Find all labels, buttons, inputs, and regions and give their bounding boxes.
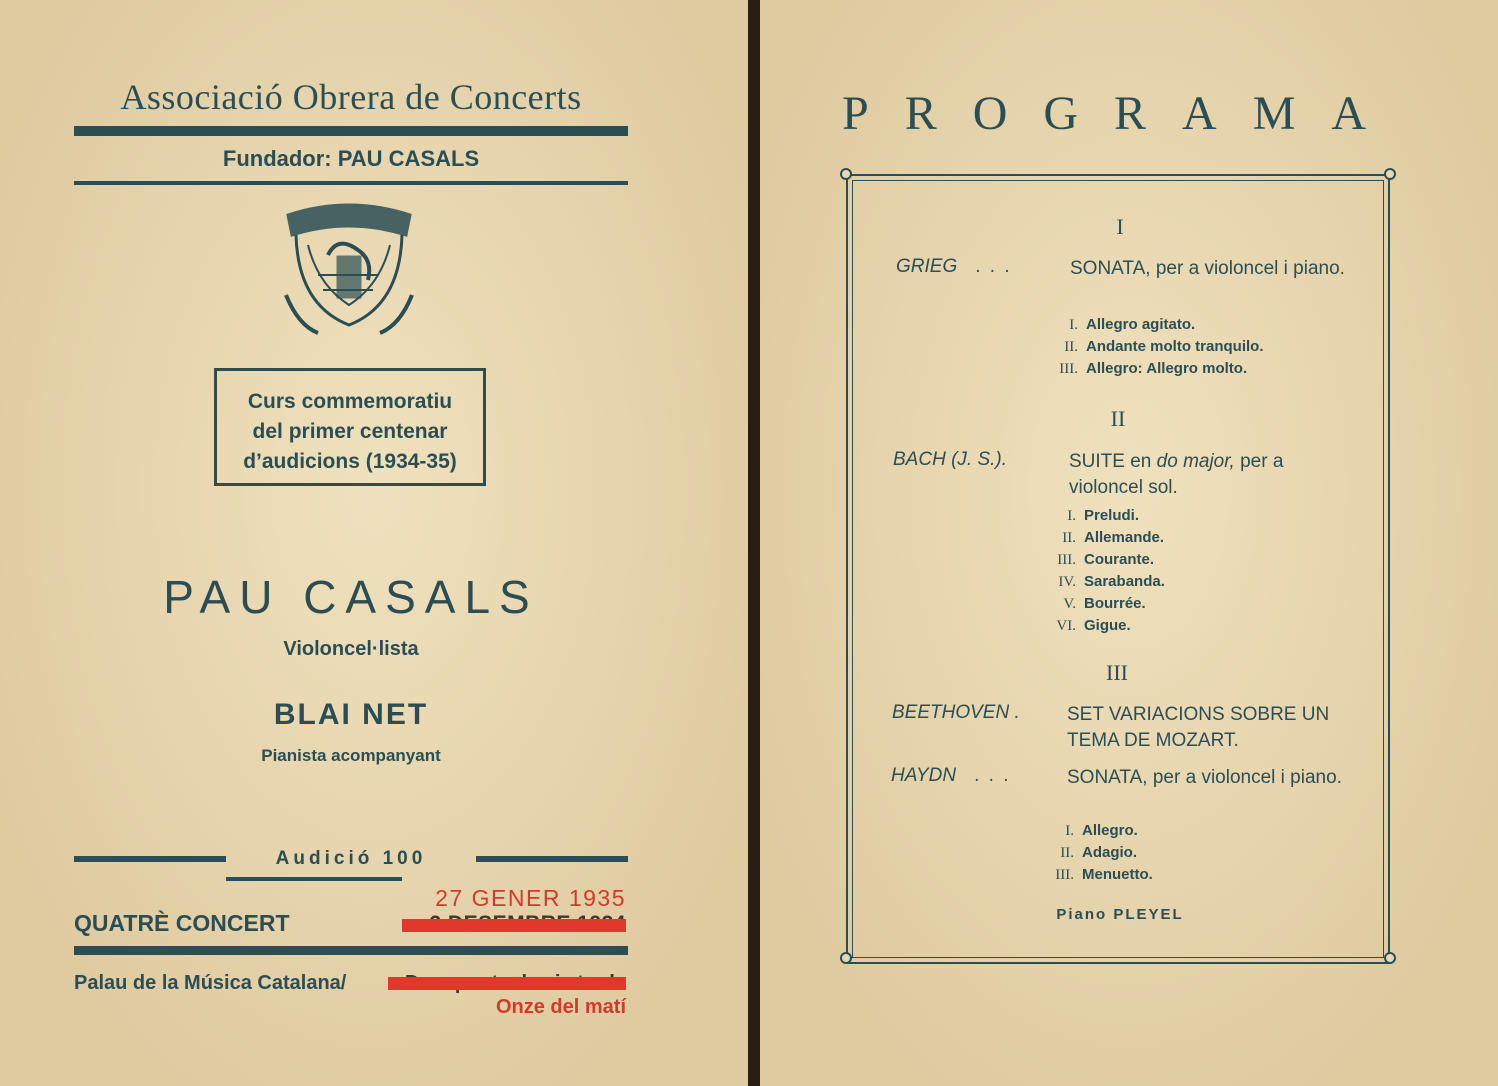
work-title: SONATA, per a violoncel i piano.	[1070, 258, 1345, 279]
piano-note: Piano PLEYEL	[1056, 906, 1184, 923]
concert-number: QUATRÈ CONCERT	[74, 910, 290, 936]
movement-name: Allegro: Allegro molto.	[1086, 360, 1248, 377]
section-numeral: III	[1106, 660, 1128, 685]
movement-list	[1048, 314, 1264, 380]
section-numeral: I	[1116, 214, 1124, 239]
list-item	[1048, 314, 1264, 336]
performer-name: PAU CASALS	[163, 571, 539, 623]
frame-corner-ornament-icon	[840, 952, 852, 964]
performer-role: Violoncel·lista	[283, 638, 419, 660]
list-item	[1046, 549, 1165, 571]
work-title-part: SUITE en	[1069, 451, 1157, 472]
composer-name	[891, 765, 1011, 787]
movement-name: Adagio.	[1082, 844, 1137, 861]
work-title: SONATA, per a violoncel i piano.	[1067, 767, 1342, 788]
venue-rule	[74, 946, 628, 955]
concert-association-emblem-icon	[278, 195, 420, 337]
movement-number: I.	[1069, 317, 1078, 333]
movement-name: Courante.	[1084, 551, 1155, 568]
list-item	[1048, 358, 1264, 380]
movement-name: Bourrée.	[1084, 595, 1146, 612]
audition-rule-right	[476, 856, 628, 862]
movement-name: Sarabanda.	[1084, 573, 1165, 590]
movement-number: I.	[1067, 508, 1076, 524]
movement-name: Menuetto.	[1082, 866, 1153, 883]
audition-number: Audició 100	[275, 848, 427, 869]
movement-number: II.	[1064, 339, 1078, 355]
frame-corner-ornament-icon	[1384, 952, 1396, 964]
audition-rule-left	[74, 856, 226, 862]
movement-name: Allemande.	[1084, 529, 1165, 546]
movement-name: Andante molto tranquilo.	[1086, 338, 1264, 355]
program-title: PROGRAMA	[842, 87, 1403, 140]
composer-label: GRIEG	[896, 256, 958, 277]
concert-time-new: Onze del matí	[495, 996, 626, 1018]
dot-leader: . . .	[975, 256, 1012, 277]
title-rule	[74, 126, 628, 136]
movement-number: VI.	[1056, 618, 1076, 634]
list-item	[1046, 571, 1165, 593]
venue-separator: /	[340, 972, 347, 994]
list-item	[1048, 336, 1264, 358]
movement-name: Allegro agitato.	[1086, 316, 1196, 333]
commemorative-line: del primer centenar	[252, 420, 448, 443]
list-item	[1046, 593, 1165, 615]
book-spine	[748, 0, 760, 1086]
composer-name	[896, 256, 1012, 278]
movement-number: I.	[1065, 823, 1074, 839]
work-title	[1069, 449, 1359, 501]
frame-corner-ornament-icon	[1384, 168, 1396, 180]
venue-name	[74, 972, 346, 995]
pianist-role: Pianista acompanyant	[261, 746, 441, 765]
founder-rule	[74, 181, 628, 185]
composer-name: BEETHOVEN .	[892, 702, 1020, 723]
movement-number: III.	[1059, 361, 1078, 377]
list-item	[1044, 864, 1153, 886]
movement-number: II.	[1060, 845, 1074, 861]
date-strikethrough	[402, 919, 626, 932]
movement-number: IV.	[1058, 574, 1076, 590]
movement-list	[1046, 505, 1165, 637]
list-item	[1044, 842, 1153, 864]
movement-number: III.	[1055, 867, 1074, 883]
founder-line: Fundador: PAU CASALS	[222, 146, 480, 171]
work-key: do major,	[1156, 451, 1235, 472]
commemorative-line: d’audicions (1934-35)	[243, 450, 457, 473]
list-item	[1046, 527, 1165, 549]
movement-name: Gigue.	[1084, 617, 1131, 634]
audition-underline	[226, 877, 402, 881]
work-title-part: per a violoncel sol.	[1069, 451, 1284, 498]
commemorative-line: Curs commemoratiu	[247, 390, 453, 413]
work-title: SET VARIACIONS SOBRE UN TEMA DE MOZART.	[1067, 704, 1330, 751]
composer-label: HAYDN	[891, 765, 957, 786]
pianist-name: BLAI NET	[273, 698, 429, 731]
organization-title: Associació Obrera de Concerts	[120, 77, 582, 117]
section-numeral: II	[1110, 406, 1126, 431]
list-item	[1046, 505, 1165, 527]
commemorative-box	[214, 368, 486, 486]
composer-name: BACH (J. S.).	[893, 449, 1008, 470]
movement-name: Allegro.	[1082, 822, 1138, 839]
movement-number: III.	[1057, 552, 1076, 568]
venue-label: Palau de la Música Catalana	[74, 972, 341, 994]
movement-number: II.	[1062, 530, 1076, 546]
list-item	[1046, 615, 1165, 637]
movement-list	[1044, 820, 1153, 886]
list-item	[1044, 820, 1153, 842]
movement-number: V.	[1063, 596, 1076, 612]
movement-name: Preludi.	[1084, 507, 1140, 524]
concert-date-new: 27 GENER 1935	[435, 885, 626, 911]
dot-leader: . . .	[974, 765, 1011, 786]
time-strikethrough	[388, 977, 626, 990]
frame-corner-ornament-icon	[840, 168, 852, 180]
